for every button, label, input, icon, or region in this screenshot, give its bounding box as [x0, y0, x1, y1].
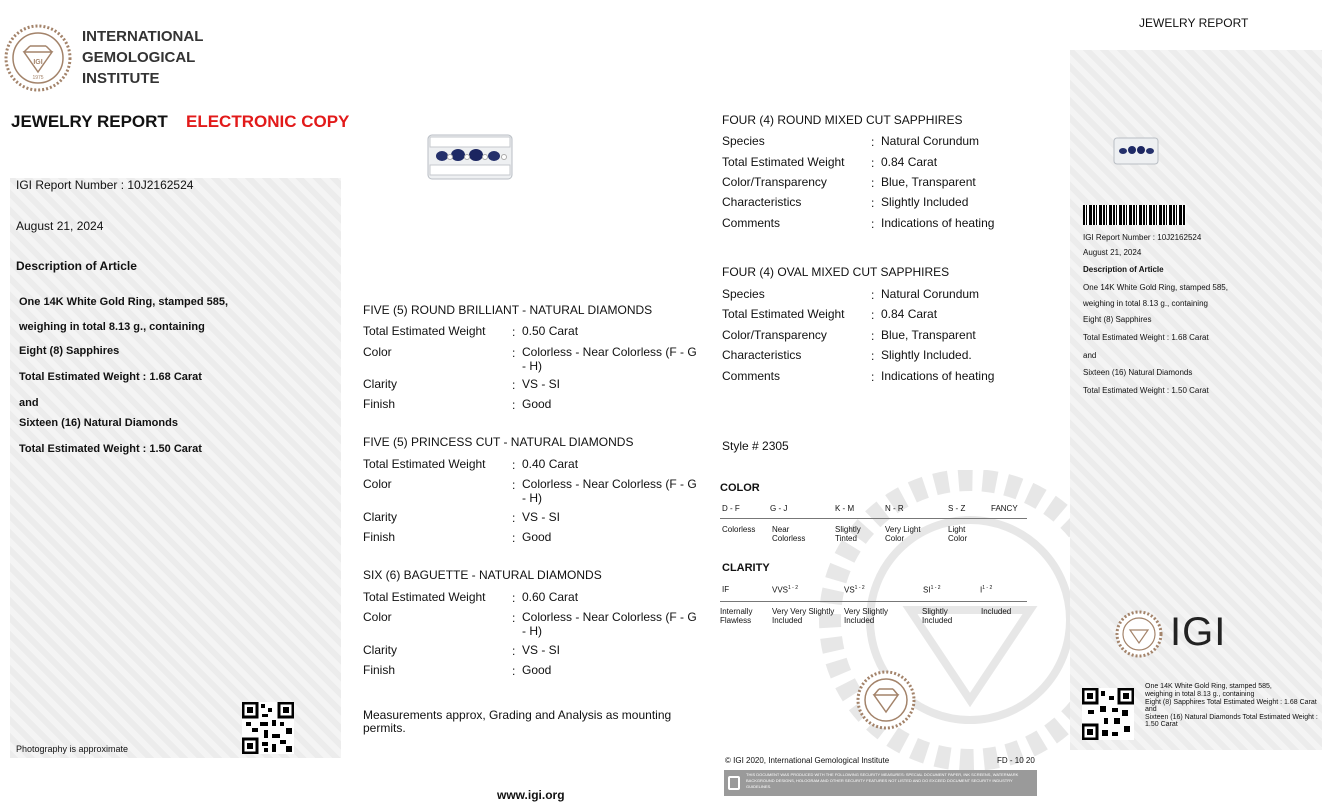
color-grade: S - Z	[948, 504, 966, 513]
stub-description-line: weighing in total 8.13 g., containing	[1083, 299, 1208, 308]
stub-summary-line: and	[1145, 706, 1157, 713]
spec-label: Clarity	[363, 510, 398, 524]
spec-label: Total Estimated Weight	[363, 457, 486, 471]
stub-qr-code-icon	[1082, 688, 1134, 740]
spec-label: Clarity	[363, 377, 398, 391]
seal-letters: IGI	[33, 59, 43, 66]
color-grade: FANCY	[991, 504, 1018, 513]
spec-label: Total Estimated Weight	[722, 155, 845, 169]
spec-colon: :	[512, 325, 516, 339]
color-description: Colorless	[722, 525, 756, 534]
spec-colon: :	[512, 346, 516, 360]
seal-year: 1975	[32, 75, 44, 81]
clarity-grade-text: VVS	[772, 585, 789, 595]
spec-value: Indications of heating	[881, 216, 995, 230]
electronic-copy-label: ELECTRONIC COPY	[186, 112, 350, 131]
section-title-round-sapphires: FOUR (4) ROUND MIXED CUT SAPPHIRES	[722, 113, 963, 127]
color-scale-rule	[720, 518, 1027, 519]
spec-label: Comments	[722, 216, 781, 230]
spec-label: Characteristics	[722, 348, 802, 362]
stub-igi-logo-text: IGI	[1170, 610, 1227, 654]
spec-colon: :	[512, 531, 516, 545]
clarity-grade-text: IF	[722, 585, 730, 594]
stub-ring-photo	[1113, 136, 1159, 166]
spec-label: Finish	[363, 397, 396, 411]
section-title-oval-sapphires: FOUR (4) OVAL MIXED CUT SAPPHIRES	[722, 265, 950, 279]
photo-note: Photography is approximate	[16, 744, 129, 754]
spec-value: VS - SI	[522, 377, 561, 391]
clarity-grade-sup: 1 - 2	[854, 585, 865, 591]
spec-value: Slightly Included.	[881, 348, 972, 362]
spec-value: Colorless - Near Colorless (F - G - H)	[522, 477, 697, 505]
stub-description-line: and	[1083, 351, 1097, 360]
stub-report-number: IGI Report Number : 10J2162524	[1083, 233, 1202, 242]
clarity-grade-text: VS	[844, 585, 855, 595]
spec-colon: :	[512, 611, 516, 625]
description-line: Sixteen (16) Natural Diamonds	[19, 417, 178, 429]
clarity-description: Included	[981, 607, 1012, 616]
section-title-round-brilliant: FIVE (5) ROUND BRILLIANT - NATURAL DIAMONDS	[363, 303, 653, 317]
copyright-text: © IGI 2020, International Gemological Institute	[725, 756, 890, 765]
spec-value: 0.84 Carat	[881, 155, 938, 169]
clarity-scale-rule	[720, 601, 1027, 602]
clarity-grade	[923, 585, 941, 595]
description-heading: Description of Article	[16, 259, 137, 273]
spec-colon: :	[871, 196, 875, 210]
spec-colon: :	[512, 664, 516, 678]
color-description: Light Color	[948, 525, 968, 543]
spec-value: Blue, Transparent	[881, 328, 976, 342]
spec-value: VS - SI	[522, 510, 561, 524]
spec-value: 0.50 Carat	[522, 324, 579, 338]
stub-summary-line: weighing in total 8.13 g., containing	[1145, 691, 1255, 698]
measurements-note: Measurements approx, Grading and Analysis as mounting permits.	[363, 708, 672, 735]
clarity-grade-text: I	[980, 585, 983, 595]
stub-date: August 21, 2024	[1083, 248, 1142, 257]
color-grade: N - R	[885, 504, 904, 513]
spec-value: Good	[522, 663, 552, 677]
stub-description-line: Sixteen (16) Natural Diamonds	[1083, 368, 1193, 377]
igi-seal-icon	[1115, 610, 1163, 658]
spec-value: Slightly Included	[881, 195, 969, 209]
spec-label: Color	[363, 345, 392, 359]
clarity-grade-sup: 1 - 2	[788, 585, 799, 591]
spec-label: Finish	[363, 663, 396, 677]
spec-value: Natural Corundum	[881, 134, 980, 148]
website-link[interactable]: www.igi.org	[497, 788, 565, 802]
description-line: weighing in total 8.13 g., containing	[19, 321, 205, 333]
color-scale-heading: COLOR	[720, 482, 760, 494]
qr-code-icon	[242, 702, 294, 754]
spec-value: Good	[522, 397, 552, 411]
spec-colon: :	[512, 378, 516, 392]
spec-value: Indications of heating	[881, 369, 995, 383]
clarity-grade-sup: 1 - 2	[982, 585, 993, 591]
color-description: Near Colorless	[772, 525, 806, 543]
color-description: Very Light Color	[885, 525, 921, 543]
lock-icon	[728, 776, 740, 790]
stub-report-title: JEWELRY REPORT	[1139, 16, 1249, 30]
clarity-grade	[722, 585, 729, 594]
spec-colon: :	[871, 176, 875, 190]
spec-label: Total Estimated Weight	[722, 307, 845, 321]
spec-label: Species	[722, 134, 765, 148]
clarity-description: Very Slightly Included	[844, 607, 889, 625]
stub-description-heading: Description of Article	[1083, 265, 1164, 274]
spec-colon: :	[512, 591, 516, 605]
spec-label: Total Estimated Weight	[363, 324, 486, 338]
color-description: Slightly Tinted	[835, 525, 861, 543]
spec-value: VS - SI	[522, 643, 561, 657]
spec-label: Species	[722, 287, 765, 301]
clarity-scale-heading: CLARITY	[722, 562, 770, 574]
spec-value: 0.60 Carat	[522, 590, 579, 604]
clarity-grade-text: SI	[923, 585, 931, 595]
brand-name-line3: INSTITUTE	[82, 70, 160, 87]
spec-value: 0.40 Carat	[522, 457, 579, 471]
security-strip	[724, 770, 1037, 796]
spec-value: 0.84 Carat	[881, 307, 938, 321]
color-grade: D - F	[722, 504, 740, 513]
description-line: and	[19, 397, 39, 409]
spec-colon: :	[871, 308, 875, 322]
stub-summary-line: Sixteen (16) Natural Diamonds Total Estimated Weight :	[1145, 714, 1318, 721]
spec-label: Total Estimated Weight	[363, 590, 486, 604]
color-grade: G - J	[770, 504, 788, 513]
spec-label: Clarity	[363, 643, 398, 657]
igi-seal-icon	[856, 670, 916, 730]
stub-summary-line: One 14K White Gold Ring, stamped 585,	[1145, 683, 1272, 690]
stub-description-line: Eight (8) Sapphires	[1083, 315, 1152, 324]
spec-colon: :	[512, 458, 516, 472]
report-title: JEWELRY REPORT	[11, 112, 168, 131]
description-line: Total Estimated Weight : 1.50 Carat	[19, 443, 202, 455]
spec-colon: :	[512, 644, 516, 658]
clarity-grade	[772, 585, 798, 595]
spec-label: Characteristics	[722, 195, 802, 209]
spec-colon: :	[871, 156, 875, 170]
spec-label: Comments	[722, 369, 781, 383]
spec-label: Color/Transparency	[722, 175, 827, 189]
stub-description-line: Total Estimated Weight : 1.50 Carat	[1083, 386, 1209, 395]
spec-colon: :	[512, 398, 516, 412]
clarity-description: Very Very Slightly Included	[772, 607, 835, 625]
clarity-description: Internally Flawless	[720, 607, 753, 625]
spec-label: Color/Transparency	[722, 328, 827, 342]
form-code: FD - 10 20	[997, 756, 1035, 765]
spec-colon: :	[871, 288, 875, 302]
spec-value: Natural Corundum	[881, 287, 980, 301]
description-line: Eight (8) Sapphires	[19, 345, 120, 357]
spec-colon: :	[512, 511, 516, 525]
spec-value: Good	[522, 530, 552, 544]
spec-value: Colorless - Near Colorless (F - G - H)	[522, 345, 697, 373]
igi-seal-icon	[4, 24, 72, 92]
spec-colon: :	[871, 135, 875, 149]
spec-colon: :	[871, 370, 875, 384]
section-title-baguette: SIX (6) BAGUETTE - NATURAL DIAMONDS	[363, 568, 602, 582]
barcode-icon	[1083, 205, 1186, 225]
clarity-grade-sup: 1 - 2	[930, 585, 941, 591]
security-text: THIS DOCUMENT WAS PRODUCED WITH THE FOLLOWING SECURITY MEASURES: SPECIAL DOCUMENT PAPER, INK SCREENS, WATERMARK BACKGROUND DESIGNS, HOLOGRAM AND OTHER SECURITY FEATURES NOT LISTED AND DO EXCEED DOCUMENT SECURITY INDUSTRY GUIDELINES.	[746, 772, 1019, 789]
clarity-grade	[844, 585, 865, 595]
description-line: One 14K White Gold Ring, stamped 585,	[19, 296, 229, 308]
spec-value: Colorless - Near Colorless (F - G - H)	[522, 610, 697, 638]
stub-summary-line: 1.50 Carat	[1145, 721, 1178, 728]
spec-label: Finish	[363, 530, 396, 544]
report-number: IGI Report Number : 10J2162524	[16, 178, 194, 192]
section-title-princess-cut: FIVE (5) PRINCESS CUT - NATURAL DIAMONDS	[363, 435, 634, 449]
spec-label: Color	[363, 610, 392, 624]
spec-colon: :	[512, 478, 516, 492]
spec-colon: :	[871, 217, 875, 231]
clarity-grade	[980, 585, 992, 595]
color-grade: K - M	[835, 504, 855, 513]
style-number: Style # 2305	[722, 439, 789, 453]
brand-name-line1: INTERNATIONAL	[82, 28, 204, 45]
clarity-description: Slightly Included	[922, 607, 953, 625]
stub-description-line: One 14K White Gold Ring, stamped 585,	[1083, 283, 1228, 292]
ring-photo	[426, 131, 514, 183]
spec-label: Color	[363, 477, 392, 491]
spec-colon: :	[871, 329, 875, 343]
stub-description-line: Total Estimated Weight : 1.68 Carat	[1083, 333, 1209, 342]
report-date: August 21, 2024	[16, 219, 104, 233]
spec-colon: :	[871, 349, 875, 363]
stub-summary-line: Eight (8) Sapphires Total Estimated Weight : 1.68 Carat	[1145, 699, 1317, 706]
brand-name-line2: GEMOLOGICAL	[82, 49, 196, 66]
spec-value: Blue, Transparent	[881, 175, 976, 189]
description-line: Total Estimated Weight : 1.68 Carat	[19, 371, 202, 383]
